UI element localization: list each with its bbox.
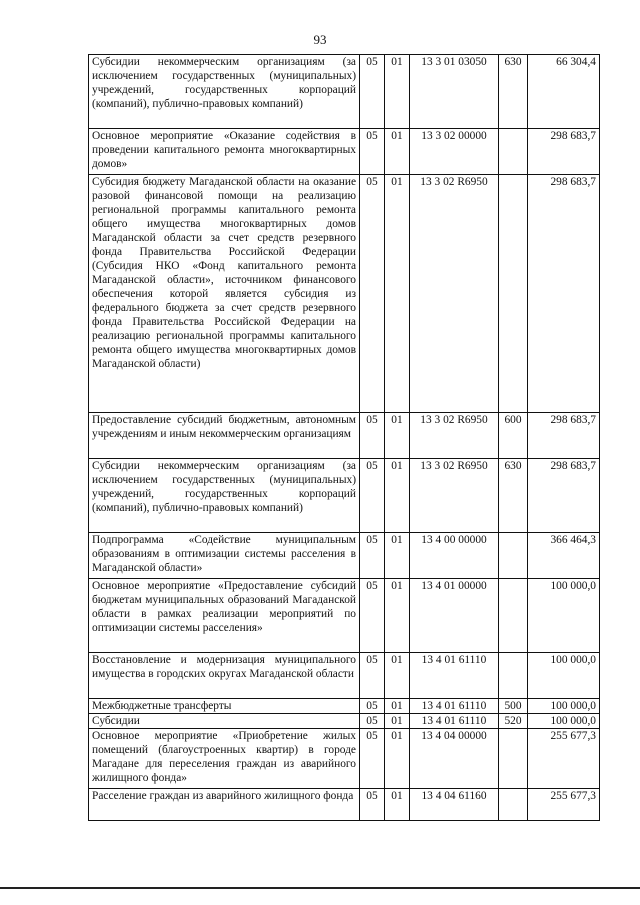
table-row <box>89 55 600 129</box>
row-section: 05 <box>360 129 385 175</box>
row-name: Субсидия бюджету Магаданской области на оказание разовой финансовой помощи на реализацию региональной программы капитального ремонта общего имущества многоквартирных домов Магаданской области за счет средств резервного фонда Правительства Российской Федерации (Субсидия НКО «Фонд капитального ремонта Магаданской области», источником финансового обеспечения которой является субсидия из федерального бюджета за счет средств резервного фонда Правительства Российской Федерации на реализацию региональной программы капитального ремонта общего имущества многоквартирных домов Магаданской области) <box>89 175 360 413</box>
row-expense-kind <box>499 729 528 789</box>
row-subsection: 01 <box>385 55 410 129</box>
row-amount: 100 000,0 <box>528 699 600 714</box>
row-subsection: 01 <box>385 653 410 699</box>
table-row <box>89 413 600 459</box>
row-name: Основное мероприятие «Предоставление субсидий бюджетам муниципальных образований Магаданской области в рамках реализации мероприятий по оптимизации системы расселения» <box>89 579 360 653</box>
row-subsection: 01 <box>385 714 410 729</box>
row-name: Восстановление и модернизация муниципального имущества в городских округах Магаданской области <box>89 653 360 699</box>
row-name: Предоставление субсидий бюджетным, автономным учреждениям и иным некоммерческим организациям <box>89 413 360 459</box>
row-section: 05 <box>360 729 385 789</box>
row-name: Основное мероприятие «Приобретение жилых помещений (благоустроенных квартир) в городе Магадане для переселения граждан из аварийного жилищного фонда» <box>89 729 360 789</box>
row-target-code: 13 3 02 R6950 <box>410 413 499 459</box>
budget-table-body <box>89 55 600 821</box>
row-subsection: 01 <box>385 459 410 533</box>
row-amount: 100 000,0 <box>528 714 600 729</box>
table-row <box>89 175 600 413</box>
row-name: Основное мероприятие «Оказание содействия в проведении капитального ремонта многоквартирных домов» <box>89 129 360 175</box>
row-target-code: 13 3 02 00000 <box>410 129 499 175</box>
row-expense-kind <box>499 533 528 579</box>
row-amount: 298 683,7 <box>528 459 600 533</box>
table-row <box>89 653 600 699</box>
table-row <box>89 533 600 579</box>
table-row <box>89 129 600 175</box>
row-target-code: 13 4 04 00000 <box>410 729 499 789</box>
row-section: 05 <box>360 533 385 579</box>
row-target-code: 13 4 01 00000 <box>410 579 499 653</box>
table-row <box>89 699 600 714</box>
row-amount: 298 683,7 <box>528 175 600 413</box>
row-name: Расселение граждан из аварийного жилищного фонда <box>89 789 360 821</box>
row-amount: 100 000,0 <box>528 653 600 699</box>
row-subsection: 01 <box>385 729 410 789</box>
table-row <box>89 579 600 653</box>
row-expense-kind: 520 <box>499 714 528 729</box>
row-subsection: 01 <box>385 533 410 579</box>
page-number: 93 <box>313 32 327 47</box>
row-expense-kind <box>499 579 528 653</box>
row-section: 05 <box>360 459 385 533</box>
row-target-code: 13 4 01 61110 <box>410 699 499 714</box>
row-section: 05 <box>360 175 385 413</box>
row-amount: 66 304,4 <box>528 55 600 129</box>
row-subsection: 01 <box>385 413 410 459</box>
row-section: 05 <box>360 714 385 729</box>
row-section: 05 <box>360 789 385 821</box>
row-expense-kind <box>499 129 528 175</box>
row-subsection: 01 <box>385 129 410 175</box>
table-row <box>89 729 600 789</box>
row-section: 05 <box>360 579 385 653</box>
row-expense-kind <box>499 175 528 413</box>
row-expense-kind: 500 <box>499 699 528 714</box>
row-expense-kind: 630 <box>499 55 528 129</box>
row-amount: 100 000,0 <box>528 579 600 653</box>
row-expense-kind <box>499 653 528 699</box>
row-name: Межбюджетные трансферты <box>89 699 360 714</box>
row-amount: 298 683,7 <box>528 413 600 459</box>
row-target-code: 13 4 01 61110 <box>410 714 499 729</box>
row-name: Подпрограмма «Содействие муниципальным образованиям в оптимизации системы расселения в Магаданской области» <box>89 533 360 579</box>
row-target-code: 13 3 01 03050 <box>410 55 499 129</box>
table-row <box>89 714 600 729</box>
row-target-code: 13 4 04 61160 <box>410 789 499 821</box>
row-amount: 255 677,3 <box>528 729 600 789</box>
row-subsection: 01 <box>385 789 410 821</box>
row-target-code: 13 3 02 R6950 <box>410 459 499 533</box>
row-name: Субсидии <box>89 714 360 729</box>
row-expense-kind: 630 <box>499 459 528 533</box>
row-expense-kind: 600 <box>499 413 528 459</box>
row-name: Субсидии некоммерческим организациям (за исключением государственных (муниципальных) учреждений, государственных корпораций (компаний), публично-правовых компаний) <box>89 55 360 129</box>
row-target-code: 13 3 02 R6950 <box>410 175 499 413</box>
row-amount: 255 677,3 <box>528 789 600 821</box>
row-section: 05 <box>360 653 385 699</box>
row-section: 05 <box>360 55 385 129</box>
row-expense-kind <box>499 789 528 821</box>
row-name: Субсидии некоммерческим организациям (за исключением государственных (муниципальных) учреждений, государственных корпораций (компаний), публично-правовых компаний) <box>89 459 360 533</box>
row-section: 05 <box>360 413 385 459</box>
row-amount: 298 683,7 <box>528 129 600 175</box>
budget-table <box>88 54 600 821</box>
row-section: 05 <box>360 699 385 714</box>
row-target-code: 13 4 01 61110 <box>410 653 499 699</box>
table-row <box>89 789 600 821</box>
row-amount: 366 464,3 <box>528 533 600 579</box>
row-subsection: 01 <box>385 579 410 653</box>
row-target-code: 13 4 00 00000 <box>410 533 499 579</box>
row-subsection: 01 <box>385 699 410 714</box>
footer-rule <box>0 887 640 889</box>
table-row <box>89 459 600 533</box>
row-subsection: 01 <box>385 175 410 413</box>
